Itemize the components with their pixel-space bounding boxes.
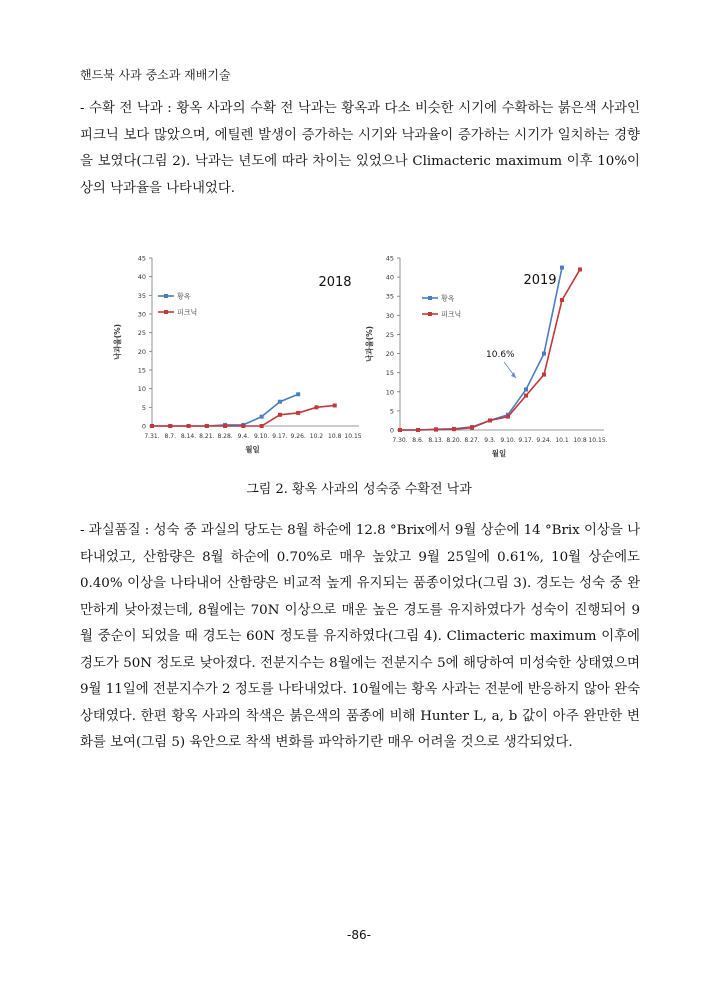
chart-2018-data-point	[260, 415, 264, 419]
chart-2019-x-tick-label: 9.3.	[484, 437, 496, 444]
chart-2018-data-point	[278, 413, 282, 417]
chart-2019-data-point	[542, 373, 546, 377]
chart-2018-y-tick-label: 35	[137, 291, 146, 300]
chart-2018-y-tick-label: 10	[137, 385, 146, 394]
chart-2018-y-axis-label: 낙과율(%)	[113, 323, 122, 361]
chart-2019-y-tick-label: 35	[385, 292, 394, 301]
chart-2018-y-tick-label: 0	[141, 422, 146, 431]
chart-2018-y-tick-label: 20	[137, 347, 146, 356]
chart-2019-x-tick-label: 10.8	[573, 437, 587, 444]
chart-2019-x-tick-label: 9.10.	[500, 437, 516, 444]
chart-2019-data-point	[470, 426, 474, 430]
chart-2018-x-tick-label: 9.4.	[237, 433, 250, 440]
chart-2018-x-tick-label: 10.2	[309, 433, 324, 440]
figure-caption: 그림 2. 황옥 사과의 성숙중 수확전 낙과	[246, 482, 472, 497]
chart-2018-x-tick-label: 10.15	[344, 433, 362, 440]
chart-2018-x-tick-label: 8.28.	[217, 433, 233, 440]
chart-2018-x-axis-label: 월일	[245, 445, 260, 454]
chart-2018-legend-label: 황옥	[177, 292, 191, 301]
chart-2019-data-point	[506, 415, 510, 419]
chart-2018-series-line	[152, 394, 298, 426]
chart-2019-y-tick-label: 20	[385, 350, 394, 359]
chart-2019-data-point	[524, 387, 528, 391]
chart-2018-x-tick-label: 7.31.	[144, 433, 160, 440]
chart-2019-y-tick-label: 10	[385, 388, 394, 397]
chart-2018-legend-marker	[164, 310, 168, 314]
chart-2018-y-tick-label: 25	[137, 329, 146, 338]
paragraph-fruit-quality: - 과실품질 : 성숙 중 과실의 당도는 8월 하순에 12.8 °Brix에서 9월 상순에 14 °Brix 이상을 나타내었고, 산함량은 8월 하순에 0.70%로 매우 높았고 9월 25일에 0.61%, 10월 상순에도 0.40% 이상을 나타내어 산함량은 비교적 높게 유지되는 품종이었다(그림 3). 경도는 성숙 중 완만하게 낮아졌는데, 8월에는 70N 이상으로 매운 높은 경도를 유지하였다가 성숙이 진행되어 9월 중순이 되었을 때 경도는 60N 정도를 유지하였다(그림 4). Climacteric maximum 이후에 경도가 50N 정도로 낮아졌다. 전분지수는 8월에는 전분지수 5에 해당하여 미성숙한 상태였으며 9월 11일에 전분지수가 2 정도를 나타내었다. 10월에는 황옥 사과는 전분에 반응하지 않아 완숙상태였다. 한편 황옥 사과의 착색은 붉은색의 품종에 비해 Hunter L, a, b 값이 아주 완만한 변화를 보여(그림 5) 육안으로 착색 변화를 파악하기란 매우 어려울 것으로 생각되었다.	[80, 523, 640, 750]
chart-2018-y-tick-label: 40	[137, 273, 146, 282]
running-header: 핸드북 사과 중소과 재배기술	[80, 68, 231, 82]
chart-2019-legend-label: 피크닉	[441, 310, 462, 319]
chart-2018-x-tick-label: 8.14.	[180, 433, 197, 440]
chart-2018-data-point	[314, 405, 318, 409]
chart-2019-x-tick-label: 9.17.	[518, 437, 534, 444]
chart-2018-y-tick-label: 15	[137, 366, 146, 375]
chart-2019-annotation: 10.6%	[486, 350, 515, 360]
chart-2019-y-tick-label: 45	[385, 254, 394, 263]
chart-2019-x-tick-label: 8.20.	[446, 437, 462, 444]
chart-2019-legend-marker	[428, 312, 432, 316]
chart-2018-title: 2018	[318, 275, 352, 290]
chart-2018-data-point	[150, 424, 154, 428]
chart-2019-y-tick-label: 30	[385, 311, 394, 320]
chart-2019-data-point	[434, 428, 438, 432]
chart-2019-data-point	[560, 266, 564, 270]
chart-2019-x-tick-label: 8.27.	[464, 437, 480, 444]
page-number: -86-	[347, 928, 371, 942]
chart-2019-y-axis-label: 낙과율(%)	[365, 325, 374, 363]
chart-2019-svg	[365, 250, 620, 465]
chart-2019-y-tick-label: 25	[385, 330, 394, 339]
chart-2019-data-point	[452, 427, 456, 431]
chart-2019-y-tick-label: 5	[389, 407, 394, 416]
chart-2018-y-tick-label: 45	[137, 254, 146, 263]
chart-2019-data-point	[560, 298, 564, 302]
chart-2018-data-point	[296, 392, 300, 396]
chart-2019-x-axis-label: 월일	[491, 449, 507, 458]
chart-2019-data-point	[524, 394, 528, 398]
chart-2019-x-tick-label: 8.13.	[428, 437, 444, 444]
chart-2018-y-tick-label: 5	[141, 403, 146, 412]
chart-2019-series-line	[400, 268, 562, 430]
chart-2018-data-point	[187, 424, 191, 428]
chart-2018-data-point	[278, 400, 282, 404]
chart-2018-svg	[110, 250, 370, 465]
chart-2018-data-point	[260, 424, 264, 428]
chart-2019-x-tick-label: 9.24.	[536, 437, 552, 444]
chart-2019	[365, 250, 620, 465]
chart-2019-data-point	[416, 428, 420, 432]
chart-2019-y-tick-label: 0	[389, 426, 394, 435]
chart-2018	[110, 250, 370, 465]
chart-2019-data-point	[398, 428, 402, 432]
chart-2019-legend-marker	[428, 296, 432, 300]
chart-2018-x-tick-label: 8.21.	[199, 433, 215, 440]
chart-2019-x-tick-label: 10.15.	[588, 437, 608, 444]
chart-2018-legend-label: 피크닉	[177, 308, 198, 317]
chart-2019-legend-label: 황옥	[441, 294, 455, 303]
chart-2018-legend-marker	[164, 294, 168, 298]
paragraph-preharvest-drop: - 수확 전 낙과 : 황옥 사과의 수확 전 낙과는 황옥과 다소 비슷한 시기에 수확하는 붉은색 사과인 피크닉 보다 많았으며, 에틸렌 발생이 증가하는 시기와 낙과율이 증가하는 시기가 일치하는 경향을 보였다(그림 2). 낙과는 년도에 따라 차이는 있었으나 Climacteric maximum 이후 10%이상의 낙과율을 나타내었다.	[80, 101, 640, 196]
chart-2019-y-tick-label: 15	[385, 369, 394, 378]
chart-2018-data-point	[296, 411, 300, 415]
chart-2018-x-tick-label: 9.10.	[253, 433, 270, 440]
chart-2019-data-point	[488, 418, 492, 422]
chart-2018-data-point	[333, 403, 337, 407]
chart-2019-title: 2019	[523, 273, 557, 288]
chart-2018-y-tick-label: 30	[137, 310, 146, 319]
chart-2018-x-tick-label: 9.26.	[290, 433, 306, 440]
chart-2018-data-point	[205, 424, 209, 428]
chart-2019-data-point	[578, 267, 582, 271]
chart-2018-data-point	[241, 424, 245, 428]
chart-2019-x-tick-label: 8.6.	[412, 437, 424, 444]
chart-2019-y-tick-label: 40	[385, 273, 394, 282]
chart-2018-x-tick-label: 9.17.	[272, 433, 288, 440]
chart-2018-x-tick-label: 10.8	[328, 433, 342, 440]
chart-2019-data-point	[542, 352, 546, 356]
chart-2018-data-point	[223, 424, 227, 428]
chart-2019-x-tick-label: 7.30.	[392, 437, 408, 444]
chart-2018-data-point	[168, 424, 172, 428]
chart-2019-x-tick-label: 10.1	[555, 437, 569, 444]
chart-2018-x-tick-label: 8.7.	[164, 433, 176, 440]
